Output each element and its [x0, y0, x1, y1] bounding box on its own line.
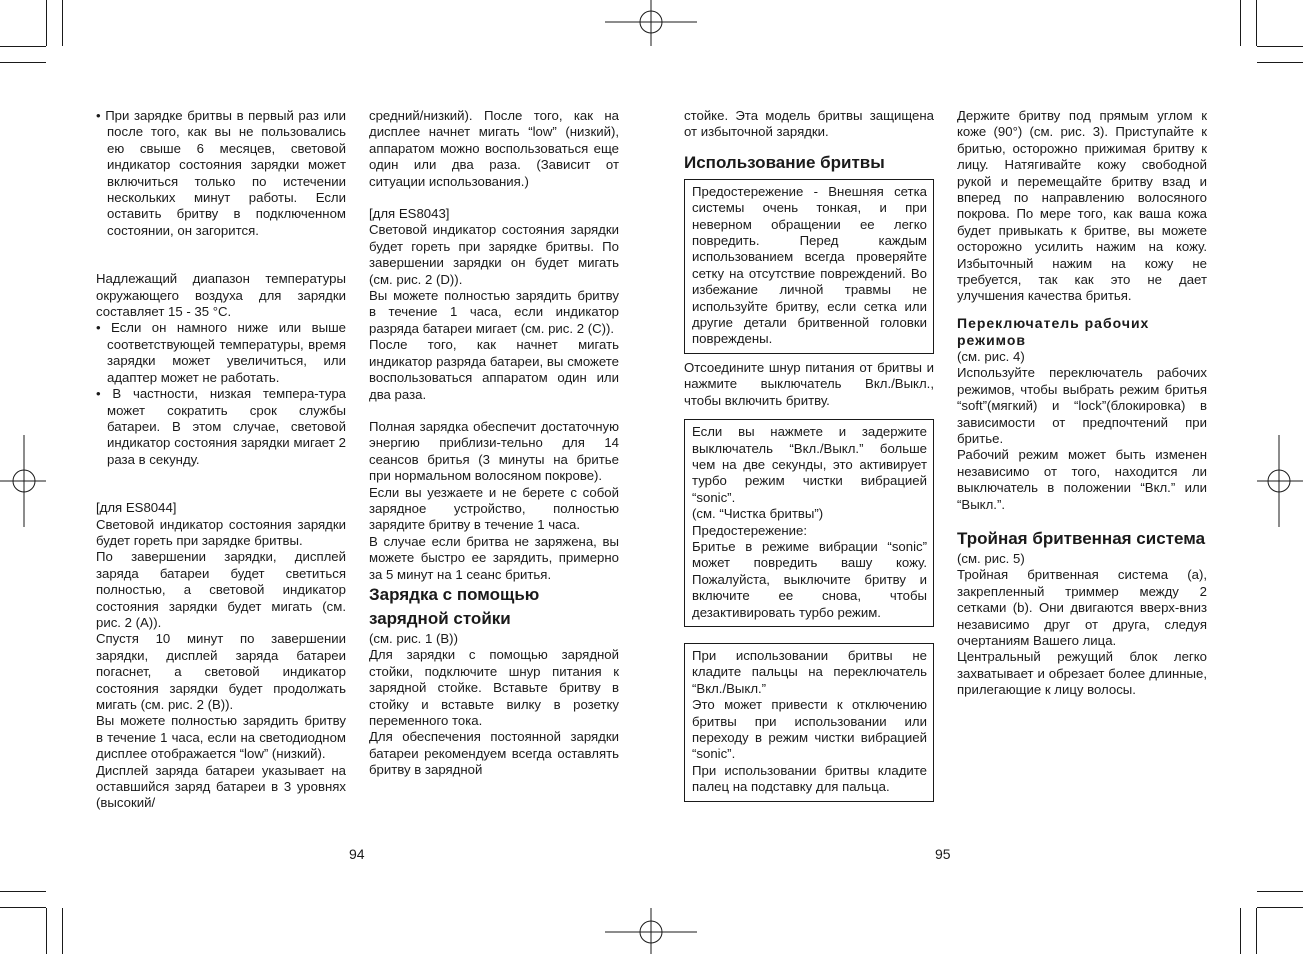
paragraph: При использовании бритвы кладите палец на подставку для пальца. — [692, 762, 927, 795]
paragraph: • В частности, низкая темпера-тура может сократить срок службы батареи. В этом случае, световой индикатор состояния зарядки мигает 2 раза в секунду. — [96, 386, 346, 467]
crop-mark — [1256, 908, 1257, 954]
paragraph: Полная зарядка обеспечит достаточную энергию приблизи-тельно для 14 сеансов бритья (3 минуты на бритье при нормальном волосяном покрове). — [369, 418, 619, 484]
registration-mark-right — [1257, 435, 1303, 527]
crop-mark — [1257, 62, 1303, 63]
section-subheading: Переключатель рабочих режимов — [957, 314, 1150, 348]
crop-mark — [46, 0, 47, 46]
paragraph: стойке. Эта модель бритвы защищена от избыточной зарядки. — [684, 108, 934, 140]
model-label: [для ES8044] — [96, 500, 177, 516]
registration-mark-bottom — [605, 908, 697, 954]
section-heading: Тройная бритвенная система — [957, 528, 1206, 548]
paragraph: При использовании бритвы не кладите пальцы на переключатель “Вкл./Выкл.” — [692, 647, 927, 696]
crop-mark — [0, 907, 46, 908]
paragraph: По завершении зарядки, дисплей заряда батареи будет светиться полностью, а световой индикатор состояния зарядки будет мигать (см. рис. 2 (A)). — [96, 549, 346, 630]
figure-reference: (см. рис. 1 (B)) — [369, 630, 458, 646]
figure-reference: (см. рис. 5) — [957, 550, 1025, 566]
crop-mark — [1240, 0, 1241, 46]
paragraph: Вы можете полностью зарядить бритву в течение 1 часа, если на светодиодном дисплее отображается “low” (низкий). — [96, 713, 346, 762]
caution-box — [684, 179, 934, 354]
section-heading: Использование бритвы — [684, 152, 885, 172]
page-number-right: 95 — [935, 846, 951, 862]
paragraph: Надлежащий диапазон температуры окружающего воздуха для зарядки составляет 15 - 35 °C. — [96, 271, 346, 320]
crop-mark — [62, 0, 63, 46]
crop-mark — [62, 908, 63, 954]
paragraph: В случае если бритва не заряжена, вы можете быстро ее зарядить, примерно за 5 минут на 1 сеанс бритья. — [369, 533, 619, 582]
paragraph: После того, как начнет мигать индикатор разряда батареи, вы сможете воспользоваться аппаратом один или два раза. — [369, 337, 619, 402]
column-2 — [369, 108, 619, 779]
crop-mark — [1257, 891, 1303, 892]
crop-mark — [1257, 907, 1303, 908]
crop-mark — [1240, 908, 1241, 954]
column-1 — [96, 108, 346, 812]
paragraph: Для зарядки с помощью зарядной стойки, подключите шнур питания к зарядной стойке. Вставьте бритву в стойку и вставьте вилку в розетку переменного тока. — [369, 647, 619, 728]
paragraph: • Если он намного ниже или выше соответствующей температуры, время зарядки может увеличиться, или адаптер может не работать. — [96, 320, 346, 385]
registration-mark-left — [0, 435, 46, 527]
crop-mark — [0, 46, 46, 47]
paragraph: Дисплей заряда батареи указывает на оставшийся заряд батареи в 3 уровнях (высокий/ — [96, 762, 346, 811]
column-3 — [684, 108, 934, 802]
paragraph: Если вы нажмете и задержите выключатель “Вкл./Выкл.” больше чем на две секунды, это активирует турбо режим чистки вибрацией “sonic”. — [692, 424, 927, 505]
paragraph: Предостережение: — [692, 522, 808, 538]
paragraph: Используйте переключатель рабочих режимов, чтобы выбрать режим бритья “soft”(мягкий) и “lock”(блокировка) в зависимости от предпочтений при бритье. — [957, 365, 1207, 446]
paragraph: Для обеспечения постоянной зарядки батареи рекомендуем всегда оставлять бритву в зарядной — [369, 729, 619, 778]
paragraph: Спустя 10 минут по завершении зарядки, дисплей заряда батареи погаснет, а световой индикатор состояния зарядки будет продолжать мигать (см. рис. 2 (B)). — [96, 631, 346, 712]
finger-warning-box — [684, 643, 934, 802]
registration-mark-top — [605, 0, 697, 46]
column-4 — [957, 108, 1207, 699]
model-label: [для ES8043] — [369, 206, 450, 222]
crop-mark — [1256, 0, 1257, 46]
page-number-left: 94 — [349, 846, 365, 862]
caution-text: Предостережение - Внешняя сетка системы очень тонкая, и при неверном обращении ее легко повредить. Перед каждым использованием всегда проверяйте сетку на отсутствие повреждений. Во избежание личной травмы не используйте бритву, если сетка или другие детали бритвенной головки повреждены. — [692, 183, 927, 347]
crop-mark — [1257, 46, 1303, 47]
crop-mark — [0, 62, 46, 63]
paragraph: Центральный режущий блок легко захватывает и обрезает более длинные, прилегающие к лицу волосы. — [957, 649, 1207, 698]
paragraph: Вы можете полностью зарядить бритву в течение 1 часа, если индикатор разряда батареи мигает (см. рис. 2 (C)). — [369, 288, 619, 336]
crop-mark — [46, 908, 47, 954]
paragraph: Световой индикатор состояния зарядки будет гореть при зарядке бритвы. — [96, 516, 346, 548]
paragraph: Отсоедините шнур питания от бритвы и нажмите выключатель Вкл./Выкл., чтобы включить бритву. — [684, 359, 934, 408]
turbo-mode-box — [684, 419, 934, 627]
paragraph: Держите бритву под прямым углом к коже (90°) (см. рис. 3). Приступайте к бритью, осторожно прижимая бритву к лицу. Натягивайте кожу свободной рукой и перемещайте бритву взад и вперед по направлению волосяного покрова. По мере того, как ваша кожа будет привыкать к бритве, вы можете осторожно усилить нажим на кожу. Избыточный нажим на кожу не требуется, так как это не дает улучшения качества бритья. — [957, 108, 1207, 304]
paragraph: Бритье в режиме вибрации “sonic” может повредить вашу кожу. Пожалуйста, выключите бритву и включите ее снова, чтобы дезактивировать турбо режим. — [692, 538, 927, 620]
paragraph: Рабочий режим может быть изменен независимо от того, находится ли выключатель в положении “Вкл.” или “Выкл.”. — [957, 447, 1207, 512]
paragraph: Тройная бритвенная система (a), закрепленный триммер между 2 сетками (b). Они двигаются вверх-вниз независимо друг от друга, следуя очертаниям Вашего лица. — [957, 567, 1207, 648]
paragraph: Это может привести к отключению бритвы при использовании или переходу в режим чистки вибрацией “sonic”. — [692, 697, 927, 762]
paragraph: средний/низкий). После того, как на дисплее начнет мигать “low” (низкий), аппаратом можно воспользоваться еще один или два раза. (Зависит от ситуации использования.) — [369, 108, 619, 189]
crop-mark — [0, 891, 46, 892]
paragraph: Световой индикатор состояния зарядки будет гореть при зарядке бритвы. По завершении зарядки он будет мигать (см. рис. 2 (D)). — [369, 222, 619, 287]
paragraph: (см. “Чистка бритвы”) — [692, 506, 824, 522]
section-heading: Зарядка с помощью зарядной стойки — [369, 584, 540, 628]
paragraph: Если вы уезжаете и не берете с собой зарядное устройство, полностью зарядите бритву в течение 1 часа. — [369, 484, 619, 533]
figure-reference: (см. рис. 4) — [957, 348, 1025, 364]
paragraph: • При зарядке бритвы в первый раз или после того, как вы не пользовались ею свыше 6 месяцев, световой индикатор состояния зарядки может включиться только по истечении нескольких минут работы. Если оставить бритву в подключенном состоянии, он загорится. — [96, 108, 346, 238]
